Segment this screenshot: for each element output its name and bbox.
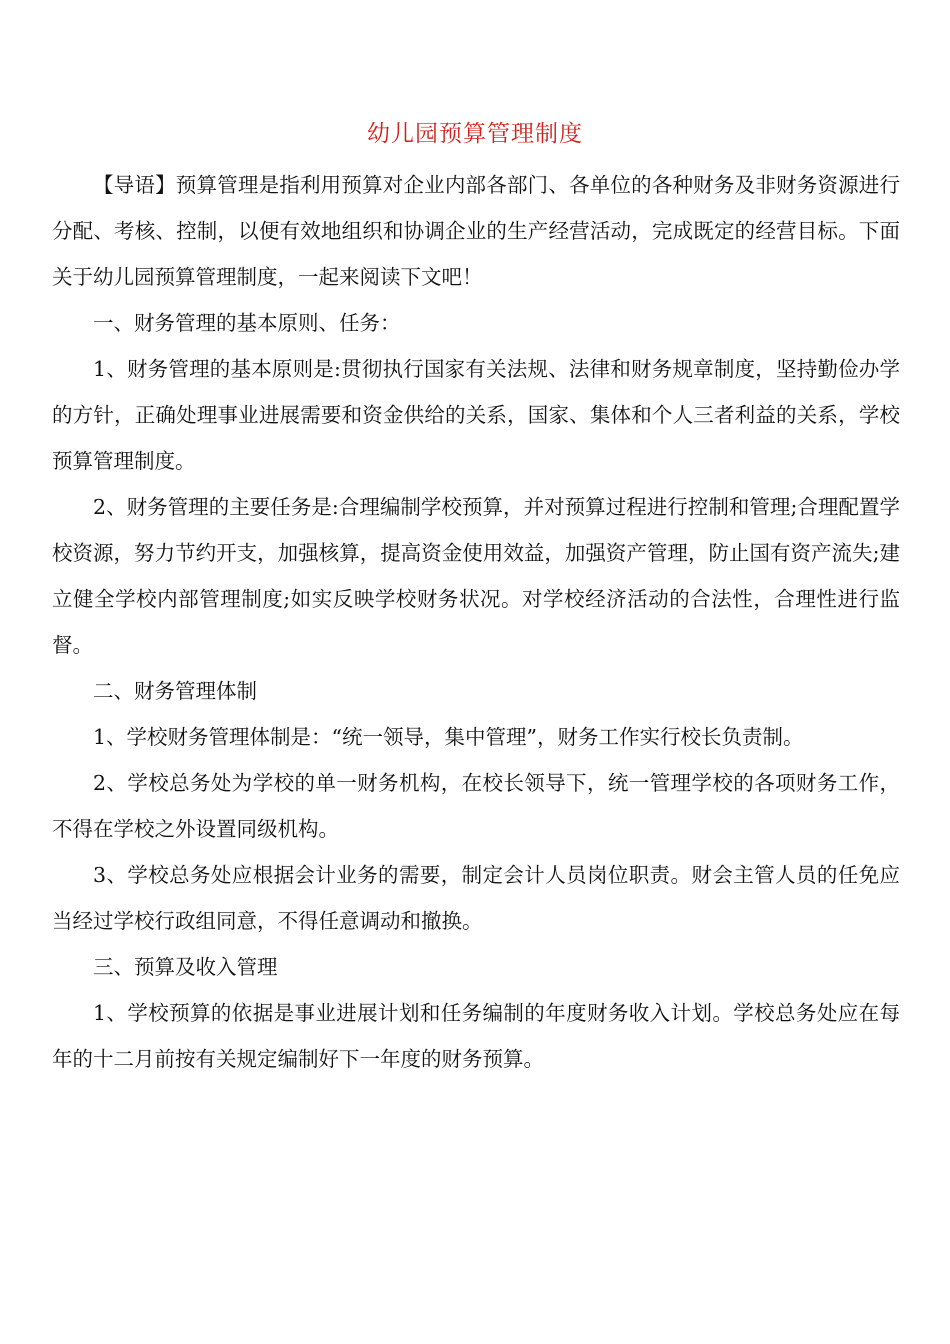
section-heading-3: 三、预算及收入管理 bbox=[93, 955, 278, 979]
paragraph-3-1: 1、学校预算的依据是事业进展计划和任务编制的年度财务收入计划。学校总务处应在每年的十二月前按有关规定编制好下一年度的财务预算。 bbox=[52, 1001, 900, 1071]
paragraph-2-2: 2、学校总务处为学校的单一财务机构，在校长领导下，统一管理学校的各项财务工作，不得在学校之外设置同级机构。 bbox=[52, 771, 900, 841]
paragraph-1-1: 1、财务管理的基本原则是:贯彻执行国家有关法规、法律和财务规章制度，坚持勤俭办学的方针，正确处理事业进展需要和资金供给的关系，国家、集体和个人三者利益的关系，学校预算管理制度。 bbox=[52, 357, 900, 473]
intro-paragraph: 【导语】预算管理是指利用预算对企业内部各部门、各单位的各种财务及非财务资源进行分配、考核、控制，以便有效地组织和协调企业的生产经营活动，完成既定的经营目标。下面关于幼儿园预算管理制度，一起来阅读下文吧！ bbox=[52, 173, 900, 289]
document-title: 幼儿园预算管理制度 bbox=[367, 121, 583, 147]
section-heading-1: 一、财务管理的基本原则、任务： bbox=[93, 311, 401, 335]
section-heading-2: 二、财务管理体制 bbox=[93, 679, 257, 703]
document-body bbox=[52, 162, 900, 1082]
paragraph-2-3: 3、学校总务处应根据会计业务的需要，制定会计人员岗位职责。财会主管人员的任免应当经过学校行政组同意，不得任意调动和撤换。 bbox=[52, 863, 900, 933]
paragraph-2-1: 1、学校财务管理体制是：“统一领导，集中管理”，财务工作实行校长负责制。 bbox=[93, 725, 804, 749]
paragraph-1-2: 2、财务管理的主要任务是:合理编制学校预算，并对预算过程进行控制和管理;合理配置学校资源，努力节约开支，加强核算，提高资金使用效益，加强资产管理，防止国有资产流失;建立健全学校内部管理制度;如实反映学校财务状况。对学校经济活动的合法性，合理性进行监督。 bbox=[52, 495, 900, 657]
